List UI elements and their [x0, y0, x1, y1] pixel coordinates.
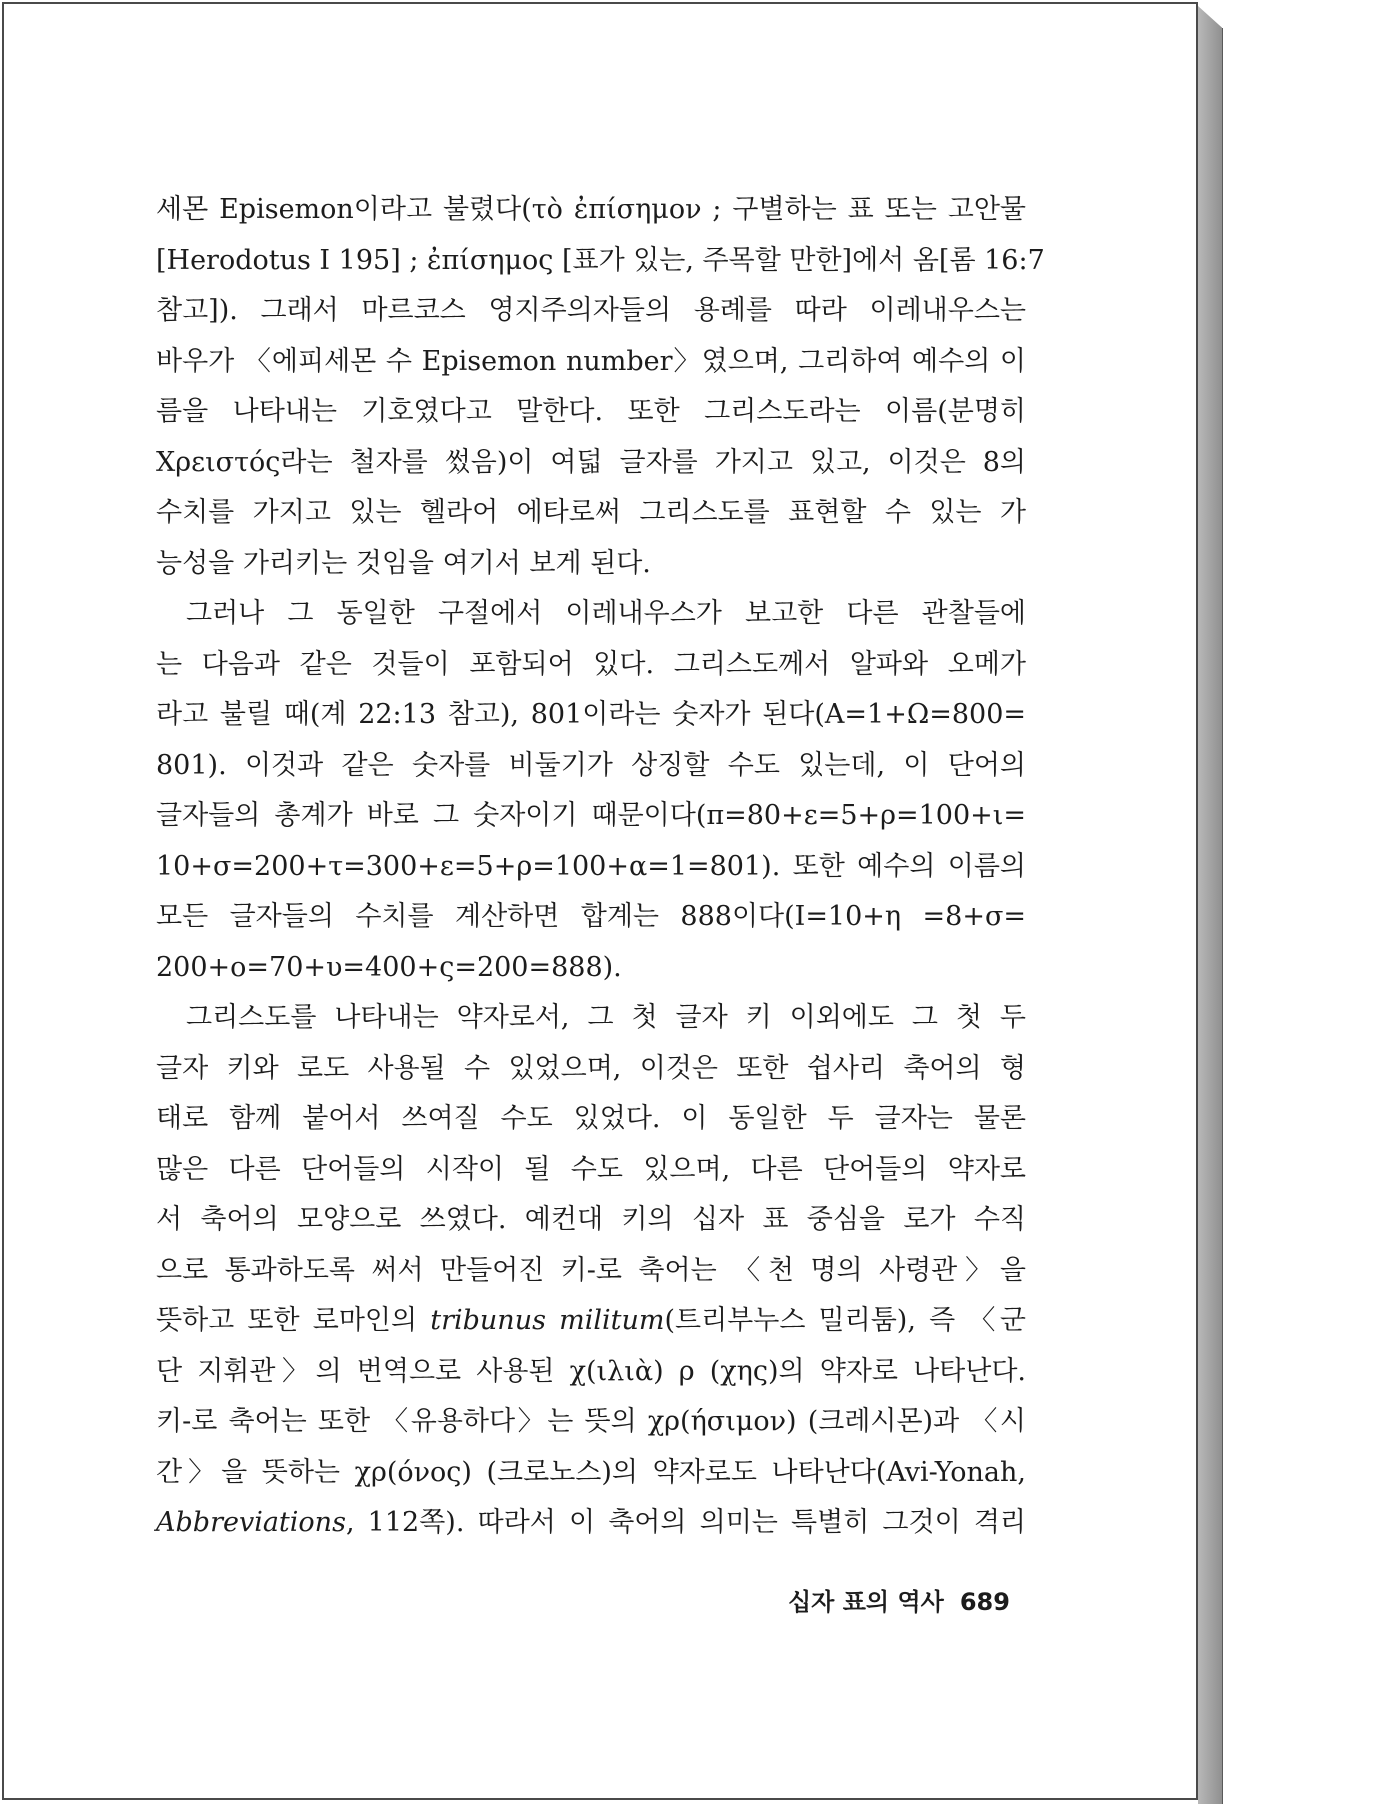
text-line-indented: 그리스도를 나타내는 약자로서, 그 첫 글자 키 이외에도 그 첫 두 [186, 1002, 1026, 1033]
italic-title: Abbreviations [156, 1507, 346, 1538]
text-line: 200+ο=70+υ=400+ς=200=888). [156, 951, 622, 983]
text-segment: , 112쪽). 따라서 이 축어의 의미는 특별히 그것이 격리 [345, 1507, 1026, 1538]
text-line: 키-로 축어는 또한 〈유용하다〉는 뜻의 χρ(ήσιμον) (크레시몬)과 〈시 [156, 1406, 1026, 1437]
text-line: Χρειστός라는 철자를 썼음)이 여덟 글자를 가지고 있고, 이것은 8의 [156, 446, 1026, 478]
text-line: 많은 다른 단어들의 시작이 될 수도 있으며, 다른 단어들의 약자로 [156, 1153, 1026, 1185]
page-number: 689 [959, 1588, 1010, 1616]
text-line: 태로 함께 붙어서 쓰여질 수도 있었다. 이 동일한 두 글자는 물론 [156, 1103, 1026, 1134]
text-segment: (트리부누스 밀리툼), 즉 〈군 [664, 1305, 1026, 1336]
running-title: 십자 표의 역사 [788, 1588, 944, 1616]
text-line: 서 축어의 모양으로 쓰였다. 예컨대 키의 십자 표 중심을 로가 수직 [156, 1204, 1026, 1235]
text-line: 간〉을 뜻하는 χρ(όνος) (크로노스)의 약자로도 나타난다(Avi-Yonah, [156, 1456, 1026, 1488]
text-line: 으로 통과하도록 써서 만들어진 키-로 축어는 〈천 명의 사령관〉을 [156, 1254, 1026, 1286]
italic-term: tribunus militum [430, 1305, 665, 1336]
text-line: 수치를 가지고 있는 헬라어 에타로써 그리스도를 표현할 수 있는 가 [156, 497, 1026, 528]
text-line-abbreviations [156, 1498, 1026, 1549]
text-line: 글자들의 총계가 바로 그 숫자이기 때문이다(π=80+ε=5+ρ=100+ι= [156, 800, 1026, 831]
text-line: 는 다음과 같은 것들이 포함되어 있다. 그리스도께서 알파와 오메가 [156, 648, 1026, 680]
page-edge-shadow [1198, 6, 1222, 1804]
text-line: 능성을 가리키는 것임을 여기서 보게 된다. [156, 547, 651, 579]
page-footer [788, 1582, 1010, 1617]
text-line: 단 지휘관〉의 번역으로 사용된 χ(ιλιὰ) ρ (χης)의 약자로 나타난다. [156, 1355, 1026, 1387]
text-line: 801). 이것과 같은 숫자를 비둘기가 상징할 수도 있는데, 이 단어의 [156, 749, 1026, 781]
text-segment: 뜻하고 또한 로마인의 [156, 1305, 431, 1336]
text-line: 글자 키와 로도 사용될 수 있었으며, 이것은 또한 쉽사리 축어의 형 [156, 1052, 1026, 1084]
text-line-indented: 그러나 그 동일한 구절에서 이레내우스가 보고한 다른 관찰들에 [186, 598, 1026, 629]
page-edge-line [1222, 28, 1223, 1804]
text-line: 참고]). 그래서 마르코스 영지주의자들의 용례를 따라 이레내우스는 [156, 295, 1026, 326]
text-line: 10+σ=200+τ=300+ε=5+ρ=100+α=1=801). 또한 예수의 이름의 [156, 850, 1026, 882]
text-line-tribunus [156, 1296, 1026, 1347]
text-line: 라고 불릴 때(계 22:13 참고), 801이라는 숫자가 된다(Α=1+Ω=800= [156, 699, 1026, 730]
text-line: [Herodotus I 195] ; ἐπίσημος [표가 있는, 주목할 만한]에서 옴[롬 16:7 [156, 244, 1045, 276]
text-line: 세몬 Episemon이라고 불렸다(τὸ ἐπίσημον ; 구별하는 표 또는 고안물 [156, 194, 1026, 225]
body-text [156, 185, 1045, 1549]
text-line: 바우가 〈에피세몬 수 Episemon number〉였으며, 그리하여 예수의 이 [156, 345, 1026, 377]
text-line: 름을 나타내는 기호였다고 말한다. 또한 그리스도라는 이름(분명히 [156, 396, 1026, 427]
text-line: 모든 글자들의 수치를 계산하면 합계는 888이다(Ι=10+η =8+σ= [156, 901, 1026, 932]
